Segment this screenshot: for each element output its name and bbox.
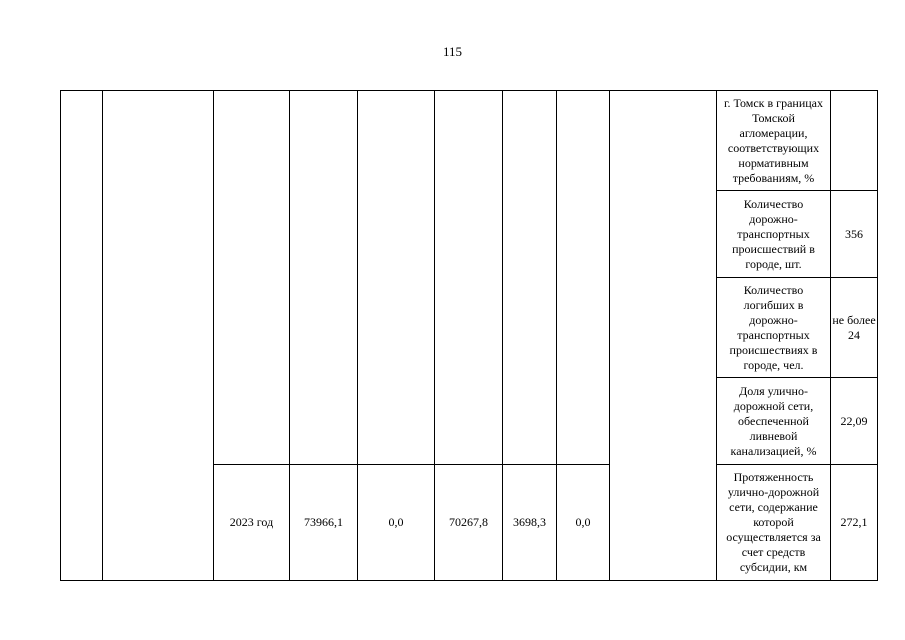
table-cell <box>358 91 435 465</box>
other-sources-cell: 0,0 <box>557 465 610 581</box>
indicator-name: Количество дорожно-транспортных происшествий в городе, шт. <box>717 191 831 278</box>
federal-budget-cell: 0,0 <box>358 465 435 581</box>
table-cell <box>503 91 557 465</box>
indicator-value: 272,1 <box>831 465 878 581</box>
indicator-value: 356 <box>831 191 878 278</box>
indicator-name: г. Томск в границах Томской агломерации, соответствующих нормативным требованиям, % <box>717 91 831 191</box>
budget-table <box>60 90 878 581</box>
table-row <box>61 91 878 191</box>
indicator-value: 22,09 <box>831 378 878 465</box>
page-number: 115 <box>442 44 463 59</box>
indicator-value: не более 24 <box>831 278 878 378</box>
table-cell <box>557 91 610 465</box>
indicator-name: Протяженность улично-дорожной сети, содержание которой осуществляется за счет средств субсидии, км <box>717 465 831 581</box>
table-cell <box>61 91 103 581</box>
regional-budget-cell: 70267,8 <box>435 465 503 581</box>
table-cell <box>103 91 214 581</box>
table-cell <box>435 91 503 465</box>
table-cell <box>214 91 290 465</box>
indicator-name: Доля улично-дорожной сети, обеспеченной ливневой канализацией, % <box>717 378 831 465</box>
indicator-name: Количество логибших в дорожно-транспортных происшествиях в городе, чел. <box>717 278 831 378</box>
table-cell <box>290 91 358 465</box>
year-cell: 2023 год <box>214 465 290 581</box>
indicator-value <box>831 91 878 191</box>
table-cell <box>610 91 717 581</box>
local-budget-cell: 3698,3 <box>503 465 557 581</box>
total-cell: 73966,1 <box>290 465 358 581</box>
